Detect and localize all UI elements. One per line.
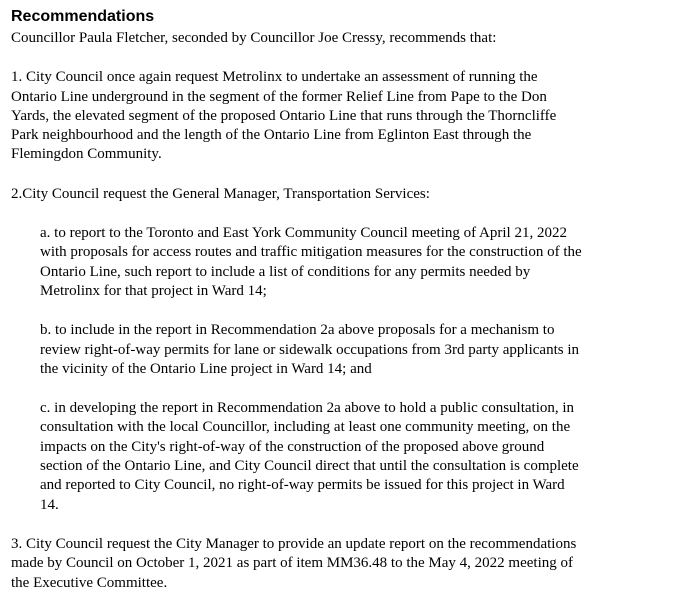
text-line: review right-of-way permits for lane or sidewalk occupations from 3rd party applicants in (40, 341, 579, 358)
recommendation-2c (40, 399, 628, 515)
text-line: Ontario Line, such report to include a list of conditions for any permits needed by (40, 263, 531, 280)
text-line: and reported to City Council, no right-of-way permits be issued for this project in Ward (40, 477, 565, 494)
text-line: 14. (40, 496, 59, 513)
recommendation-1 (11, 68, 681, 164)
text-line: Metrolinx for that project in Ward 14; (40, 282, 267, 299)
recommendations-document (11, 7, 681, 593)
text-line: the vicinity of the Ontario Line project in Ward 14; and (40, 360, 372, 377)
intro-paragraph: Councillor Paula Fletcher, seconded by Councillor Joe Cressy, recommends that: (11, 30, 497, 46)
recommendation-2: 2.City Council request the General Manager, Transportation Services: (11, 185, 430, 202)
text-line: Park neighbourhood and the length of the Ontario Line from Eglinton East through the (11, 127, 532, 144)
text-line: 1. City Council once again request Metrolinx to undertake an assessment of running the (11, 69, 538, 86)
text-line: impacts on the City's right-of-way of the construction of the proposed above ground (40, 438, 545, 455)
text-line: made by Council on October 1, 2021 as part of item MM36.48 to the May 4, 2022 meeting of (11, 555, 573, 572)
text-line: Yards, the elevated segment of the proposed Ontario Line that runs through the Thorncliffe (11, 107, 557, 124)
recommendation-2a (40, 224, 628, 301)
text-line: consultation with the local Councillor, including at least one community meeting, on the (40, 419, 571, 436)
recommendation-2b (40, 321, 628, 379)
text-line: with proposals for access routes and traffic mitigation measures for the construction of the (40, 244, 582, 261)
text-line: b. to include in the report in Recommendation 2a above proposals for a mechanism to (40, 322, 555, 339)
text-line: section of the Ontario Line, and City Council direct that until the consultation is complete (40, 458, 579, 475)
text-line: the Executive Committee. (11, 574, 168, 591)
text-line: c. in developing the report in Recommendation 2a above to hold a public consultation, in (40, 400, 575, 417)
page-title: Recommendations (11, 8, 155, 25)
text-line: 3. City Council request the City Manager to provide an update report on the recommendations (11, 535, 577, 552)
recommendation-3 (11, 535, 681, 593)
text-line: Flemingdon Community. (11, 146, 162, 163)
text-line: Ontario Line underground in the segment of the former Relief Line from Pape to the Don (11, 88, 547, 105)
text-line: a. to report to the Toronto and East York Community Council meeting of April 21, 2022 (40, 225, 567, 242)
